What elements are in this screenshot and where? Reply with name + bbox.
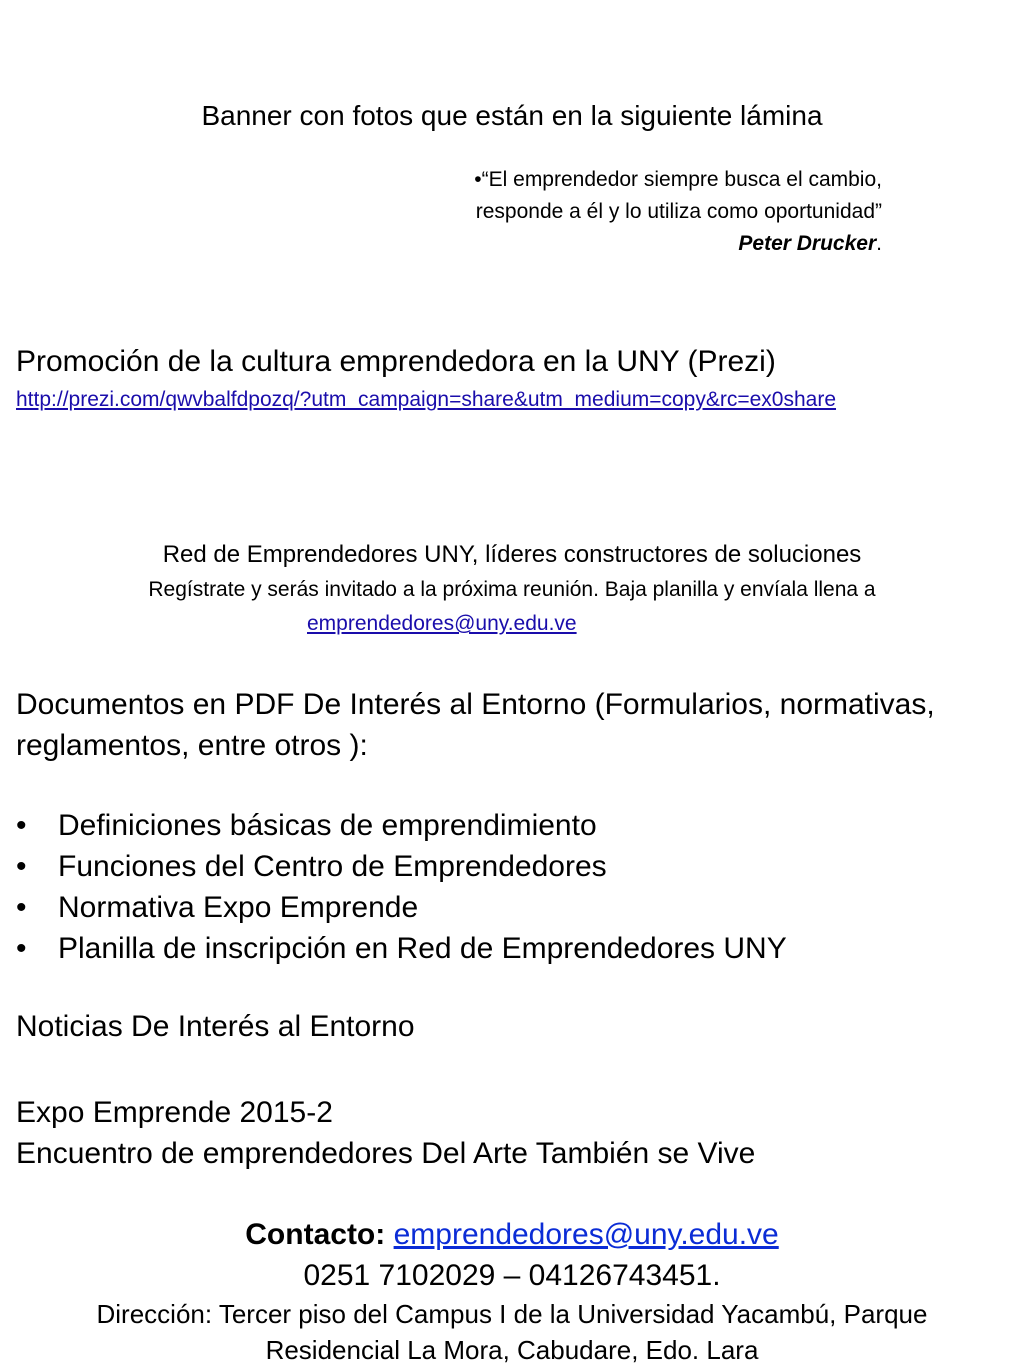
contact-phones: 0251 7102029 – 04126743451. [303, 1259, 721, 1292]
news-title: Noticias De Interés al Entorno [16, 1010, 415, 1043]
bullet-marker: • [16, 850, 27, 883]
quote-author: Peter Drucker [738, 232, 877, 255]
list-item[interactable] [16, 805, 787, 846]
document-link-definiciones[interactable]: Definiciones básicas de emprendimiento [58, 809, 597, 842]
address-line-1: Dirección: Tercer piso del Campus I de la Universidad Yacambú, Parque [96, 1299, 928, 1329]
documents-title: Documentos en PDF De Interés al Entorno (Formularios, normativas, reglamentos, entre otros ): [16, 688, 935, 762]
quote-author-suffix: . [876, 232, 882, 255]
quote-line-1: •“El emprendedor siempre busca el cambio, [474, 168, 882, 191]
quote-author-line [474, 228, 882, 260]
events-list [16, 1092, 755, 1174]
contact-label: Contacto: [245, 1218, 394, 1251]
quote-line-2: responde a él y lo utiliza como oportunidad” [475, 200, 882, 223]
contact-block [0, 1214, 1024, 1296]
red-email-row [307, 612, 577, 636]
contact-email-link[interactable]: emprendedores@uny.edu.ve [393, 1218, 779, 1251]
list-item[interactable] [16, 846, 787, 887]
prezi-title: Promoción de la cultura emprendedora en la UNY (Prezi) [16, 345, 776, 378]
document-link-funciones[interactable]: Funciones del Centro de Emprendedores [58, 850, 607, 883]
document-link-normativa[interactable]: Normativa Expo Emprende [58, 891, 419, 924]
prezi-link-row [16, 388, 836, 412]
contact-email-row [0, 1214, 1024, 1255]
bullet-marker: • [16, 809, 27, 842]
documents-list [16, 805, 787, 969]
list-item[interactable] [16, 928, 787, 969]
document-link-planilla[interactable]: Planilla de inscripción en Red de Emprendedores UNY [58, 932, 787, 965]
address-line-2: Residencial La Mora, Cabudare, Edo. Lara [265, 1335, 759, 1365]
prezi-link[interactable]: http://prezi.com/qwvbalfdpozq/?utm_campaign=share&utm_medium=copy&rc=ex0share [16, 388, 837, 411]
banner-caption: Banner con fotos que están en la siguiente lámina [201, 100, 823, 131]
red-email-link[interactable]: emprendedores@uny.edu.ve [307, 612, 577, 635]
event-expo-emprende[interactable]: Expo Emprende 2015-2 [16, 1096, 333, 1129]
list-item[interactable] [16, 887, 787, 928]
bullet-marker: • [16, 932, 27, 965]
bullet-marker: • [16, 891, 27, 924]
red-emprendedores-title: Red de Emprendedores UNY, líderes constructores de soluciones [162, 541, 862, 568]
drucker-quote [474, 164, 882, 260]
address-block [0, 1296, 1024, 1368]
event-encuentro[interactable]: Encuentro de emprendedores Del Arte También se Vive [16, 1137, 756, 1170]
red-emprendedores-instructions: Regístrate y serás invitado a la próxima reunión. Baja planilla y envíala llena a [148, 578, 876, 601]
